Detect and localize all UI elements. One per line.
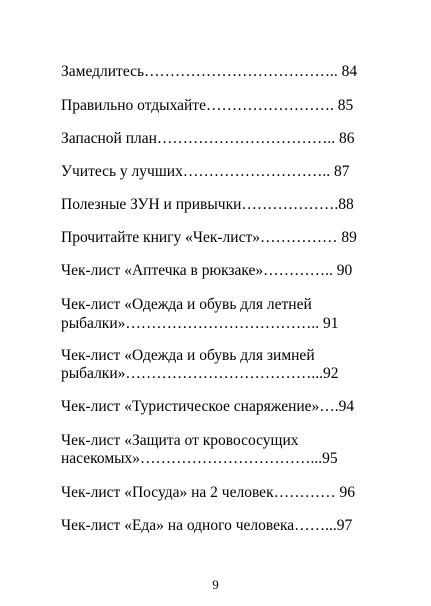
- toc-entry: Чек-лист «Туристическое снаряжение»….94: [61, 398, 355, 415]
- toc-entry: рыбалки»………………………………...92: [61, 365, 339, 382]
- toc-entry: Чек-лист «Посуда» на 2 человек………… 96: [61, 484, 355, 501]
- toc-entry: Замедлитесь……………………………….. 84: [61, 63, 358, 80]
- toc-entry: Чек-лист «Одежда и обувь для летней: [61, 296, 312, 313]
- toc-entry: Чек-лист «Одежда и обувь для зимней: [61, 347, 315, 364]
- toc-entry: Чек-лист «Аптечка в рюкзаке»………….. 90: [61, 262, 353, 279]
- toc-entry: Полезные ЗУН и привычки……………….88: [61, 196, 354, 213]
- page-number: 9: [212, 577, 219, 592]
- toc-entry: Чек-лист «Защита от кровососущих: [61, 432, 299, 449]
- toc-entry: насекомых»……………………………...95: [61, 450, 338, 467]
- toc-entry: Прочитайте книгу «Чек-лист»…………… 89: [61, 229, 357, 246]
- toc-entry: рыбалки»……………………………….. 91: [61, 315, 339, 332]
- toc-entry: Запасной план…………………………….. 86: [61, 130, 355, 147]
- toc-entry: Правильно отдыхайте……………………. 85: [61, 97, 354, 114]
- toc-entry: Чек-лист «Еда» на одного человека……...97: [61, 517, 353, 534]
- toc-entry: Учитесь у лучших……………………….. 87: [61, 163, 350, 180]
